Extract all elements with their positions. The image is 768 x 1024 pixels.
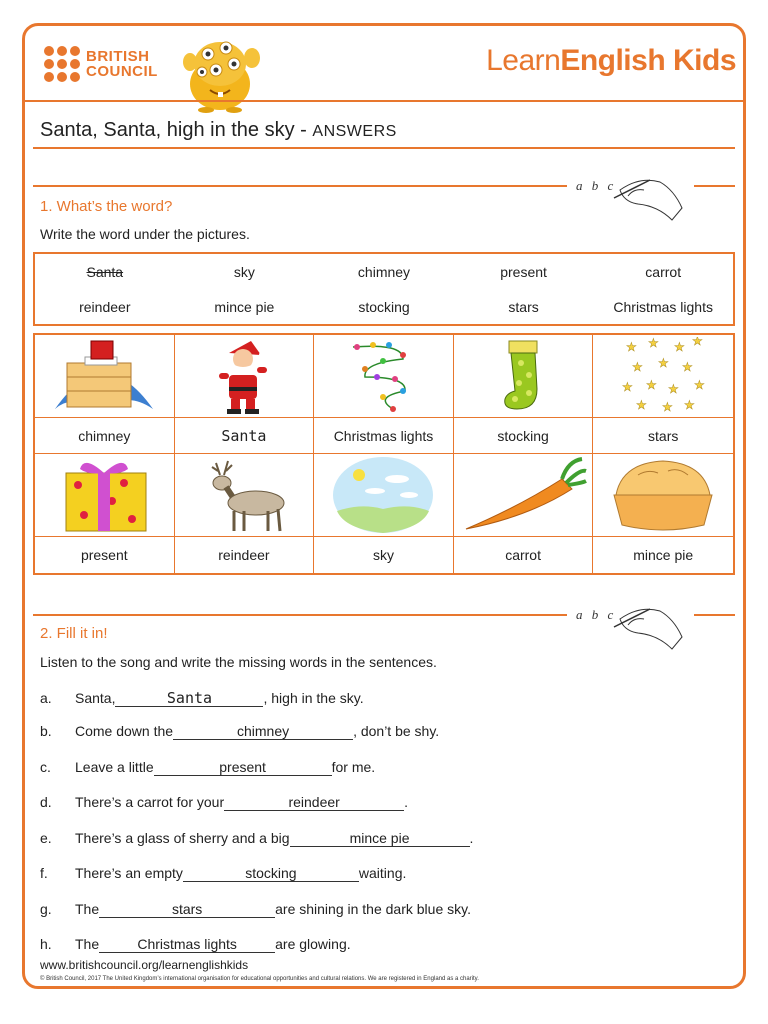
sentence-label: d.	[40, 794, 52, 810]
british-council-dots-icon	[44, 46, 80, 82]
svg-text:★: ★	[646, 378, 657, 392]
sentence-before: The	[75, 901, 100, 917]
brand-line-1: BRITISH	[86, 48, 150, 65]
picture-label: mince pie	[633, 547, 694, 563]
word-bank-item: Christmas lights	[613, 298, 713, 315]
section1-divider-right	[694, 185, 735, 187]
sky-icon	[331, 455, 435, 535]
word-bank-item: stocking	[358, 298, 410, 315]
sentence-label: a.	[40, 690, 52, 706]
learnenglish-kids-logo	[486, 44, 736, 78]
word-bank-item: reindeer	[79, 298, 131, 315]
sentence-after: are glowing.	[275, 936, 351, 952]
sentence-label: f.	[40, 865, 48, 881]
sentence-f	[40, 865, 406, 882]
sentence-after: waiting.	[358, 865, 407, 881]
section2-divider-right	[694, 614, 735, 616]
picture-label: present	[35, 537, 175, 573]
sentence-h	[40, 936, 351, 953]
sentence-a	[40, 690, 364, 707]
answer-blank[interactable]: stocking	[183, 865, 359, 882]
picture-label: chimney	[35, 418, 175, 454]
sentence-label: e.	[40, 830, 52, 846]
footer-url[interactable]: www.britishcouncil.org/learnenglishkids	[40, 958, 249, 972]
footer-legal: © British Council, 2017 The United Kingdom’s international organisation for educational opportunities and cultural relations. We are registered in England as a charity.	[40, 976, 479, 982]
sentence-d	[40, 794, 408, 811]
word-bank-item: stars	[508, 298, 539, 315]
stocking-icon	[493, 337, 553, 415]
picture-grid	[33, 333, 735, 575]
word-bank-item: present	[500, 263, 547, 280]
svg-text:★: ★	[684, 398, 695, 412]
title-main: Santa, Santa, high in the sky -	[40, 119, 313, 141]
word-bank-item: Santa	[86, 263, 124, 280]
sentence-after: , don’t be shy.	[353, 723, 440, 739]
sentence-label: g.	[40, 901, 52, 917]
svg-text:★: ★	[692, 337, 703, 348]
sentence-c	[40, 759, 375, 776]
section1-divider	[33, 185, 567, 187]
sentence-g	[40, 901, 471, 918]
sentence-before: There’s an empty	[75, 865, 183, 881]
picture-label: sky	[314, 537, 454, 573]
answer-blank[interactable]: mince pie	[290, 830, 470, 847]
santa-picture	[175, 335, 315, 418]
section2-heading: 2. Fill it in!	[40, 625, 108, 642]
chimney-icon	[49, 337, 159, 415]
christmas-lights-icon	[343, 337, 423, 415]
section1-heading: 1. What’s the word?	[40, 198, 173, 215]
svg-text:★: ★	[662, 400, 673, 414]
christmas-lights-picture	[314, 335, 454, 418]
word-bank-item: carrot	[645, 263, 682, 280]
sky-picture	[314, 454, 454, 537]
header-divider	[25, 100, 743, 102]
title-underline	[33, 147, 735, 149]
sentence-label: c.	[40, 759, 51, 775]
brand-line-2: COUNCIL	[86, 63, 158, 80]
sentence-before: The	[75, 936, 100, 952]
answer-blank[interactable]: present	[154, 759, 332, 776]
title-answers: ANSWERS	[312, 123, 397, 140]
picture-label-example: Santa	[175, 418, 315, 454]
brand-learn: Learn	[486, 44, 561, 77]
section1-instruction: Write the word under the pictures.	[40, 226, 250, 242]
stocking-picture	[454, 335, 594, 418]
sentence-after: .	[469, 830, 474, 846]
picture-label: carrot	[454, 537, 594, 573]
writing-hand-icon	[610, 597, 690, 657]
sentence-before: Leave a little	[75, 759, 154, 775]
answer-blank[interactable]: reindeer	[224, 794, 404, 811]
sentence-before: There’s a glass of sherry and a big	[75, 830, 290, 846]
santa-icon	[209, 337, 279, 415]
carrot-icon	[458, 455, 588, 535]
sentence-before: Santa,	[75, 690, 116, 706]
section1-abc: a b c	[576, 178, 617, 193]
svg-text:★: ★	[682, 360, 693, 374]
stars-icon	[618, 337, 708, 415]
section2-instruction: Listen to the song and write the missing words in the sentences.	[40, 654, 437, 670]
picture-label: Christmas lights	[314, 418, 454, 454]
reindeer-picture	[175, 454, 315, 537]
sentence-b	[40, 723, 439, 740]
svg-text:★: ★	[636, 398, 647, 412]
sentence-after: , high in the sky.	[263, 690, 364, 706]
section2-divider	[33, 614, 567, 616]
svg-text:★: ★	[648, 337, 659, 350]
svg-text:★: ★	[658, 356, 669, 370]
stars-picture	[593, 335, 733, 418]
present-picture	[35, 454, 175, 537]
sentence-after: for me.	[331, 759, 376, 775]
word-bank	[33, 252, 735, 326]
word-bank-item: sky	[233, 263, 255, 280]
chimney-picture	[35, 335, 175, 418]
answer-blank[interactable]: stars	[99, 901, 275, 918]
sentence-label: b.	[40, 723, 52, 739]
sentence-before: There’s a carrot for your	[75, 794, 225, 810]
svg-text:★: ★	[622, 380, 633, 394]
sentence-after: are shining in the dark blue sky.	[275, 901, 471, 917]
picture-label: stars	[593, 418, 733, 454]
british-council-logo	[44, 46, 158, 82]
reindeer-icon	[194, 455, 294, 535]
word-bank-item: mince pie	[214, 298, 275, 315]
sentence-after: .	[404, 794, 409, 810]
mince-pie-picture	[593, 454, 733, 537]
sentence-before: Come down the	[75, 723, 174, 739]
mince-pie-icon	[608, 455, 718, 535]
picture-label: reindeer	[175, 537, 315, 573]
svg-text:★: ★	[668, 382, 679, 396]
writing-hand-icon	[610, 168, 690, 228]
sentence-e	[40, 830, 473, 847]
page-title	[40, 119, 397, 142]
present-icon	[54, 455, 154, 535]
svg-text:★: ★	[632, 360, 643, 374]
svg-text:★: ★	[626, 340, 637, 354]
answer-blank[interactable]: Christmas lights	[99, 936, 275, 953]
brand-english-kids: English Kids	[560, 44, 736, 77]
picture-label: stocking	[454, 418, 594, 454]
section2-abc: a b c	[576, 607, 617, 622]
svg-text:★: ★	[674, 340, 685, 354]
svg-text:★: ★	[694, 378, 705, 392]
carrot-picture	[454, 454, 594, 537]
answer-blank[interactable]: chimney	[173, 723, 353, 740]
sentence-label: h.	[40, 936, 52, 952]
word-bank-item: chimney	[357, 263, 411, 280]
answer-blank[interactable]: Santa	[115, 690, 263, 707]
